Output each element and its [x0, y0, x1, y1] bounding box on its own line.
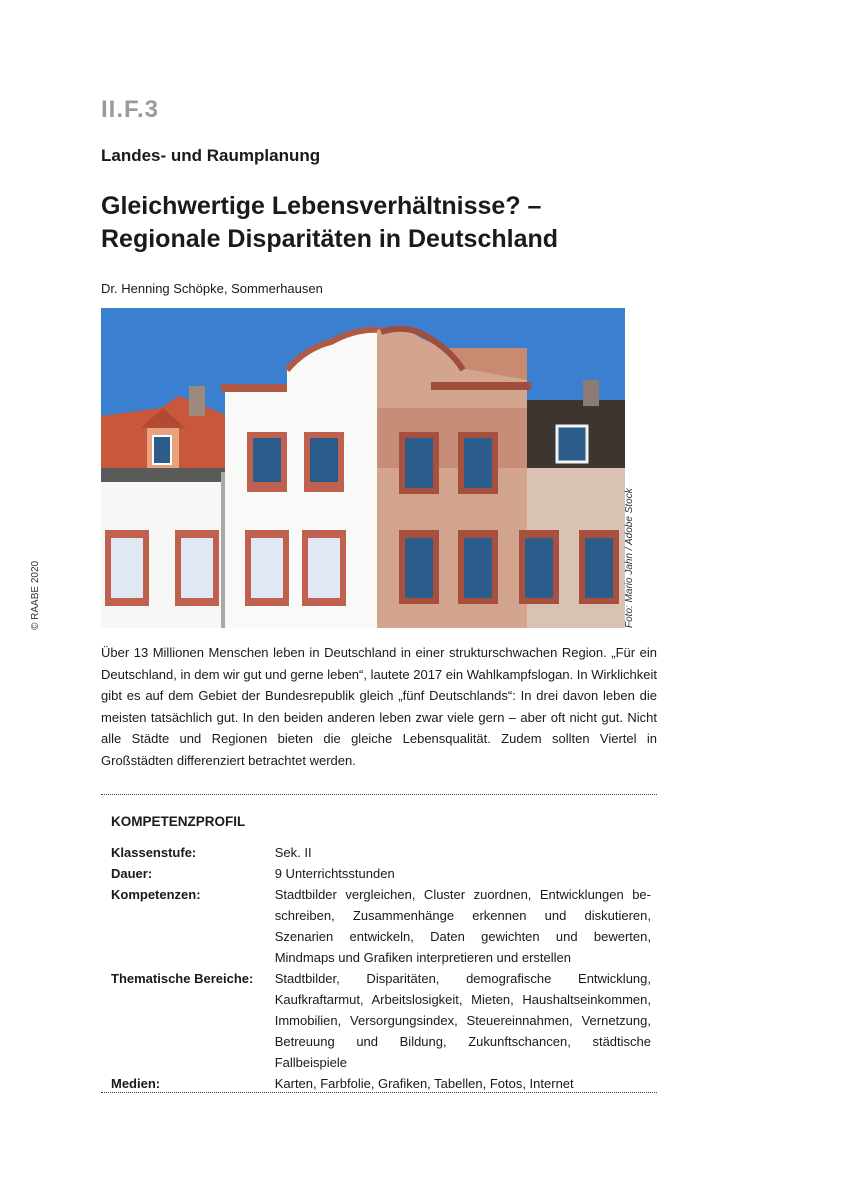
page-title — [101, 190, 701, 256]
intro-paragraph: Über 13 Millionen Menschen leben in Deutschland in einer strukturschwachen Region. „Für ein Deutschland, in dem wir gut und gerne leben“, lautete 2017 ein Wahlkampfslogan. In Wirklichkeit gibt es auf dem Gebiet der Bundesrepublik gleich „fünf Deutschlands“: In drei davon leben die meisten tatsächlich gut. In den beiden anderen leben zwar viele gern – aber oft nicht gut. Nicht alle Städte und Regionen bieten die gleiche Lebensqualität. Zudem sollten Viertel in Großstädten differenziert betrachtet werden. — [101, 645, 657, 768]
title-line-2: Regionale Disparitäten in Deutschland — [101, 225, 559, 253]
copyright-notice: © RAABE 2020 — [30, 560, 41, 630]
profile-label: Medien: — [111, 1076, 161, 1091]
competence-profile-table — [111, 842, 651, 1094]
photo-credit: Foto: Mario Jahn / Adobe Stock — [624, 488, 635, 628]
profile-row — [111, 1073, 651, 1094]
profile-label: Kompetenzen: — [111, 887, 201, 902]
profile-row — [111, 968, 651, 1073]
profile-row — [111, 863, 651, 884]
cover-photo — [101, 308, 625, 628]
profile-value: Stadtbilder, Disparitäten, demografische Entwicklung, Kaufkraftarmut, Arbeitslosigkeit, Mieten, Haushaltseinkommen, Immobilien, Versorgungsindex, Steuereinnahmen, Vernetzung, Betreuung und Bildung, Zukunftschancen, städtische Fallbeispiele — [274, 971, 651, 1070]
profile-row — [111, 842, 651, 863]
divider-bottom — [101, 1092, 657, 1093]
profile-label: Thematische Bereiche: — [111, 971, 254, 986]
divider-top — [101, 794, 657, 795]
section-name: Landes- und Raumplanung — [101, 146, 321, 165]
profile-heading: KOMPETENZPROFIL — [111, 814, 246, 829]
profile-value: 9 Unterrichtsstunden — [274, 866, 395, 881]
profile-label: Dauer: — [111, 866, 153, 881]
author: Dr. Henning Schöpke, Sommerhausen — [101, 281, 323, 296]
profile-value: Sek. II — [274, 845, 312, 860]
profile-value: Stadtbilder vergleichen, Cluster zuordnen, Entwicklungen beschreiben, Zusammenhänge erkennen und diskutieren, Szenarien entwickeln, Daten gewichten und bewerten, Mindmaps und Grafiken interpretieren und erstellen — [274, 887, 651, 965]
profile-row — [111, 884, 651, 968]
profile-value: Karten, Farbfolie, Grafiken, Tabellen, Fotos, Internet — [274, 1076, 574, 1091]
title-line-1: Gleichwertige Lebensverhältnisse? – — [101, 192, 542, 220]
section-code: II.F.3 — [101, 96, 160, 123]
profile-label: Klassenstufe: — [111, 845, 197, 860]
